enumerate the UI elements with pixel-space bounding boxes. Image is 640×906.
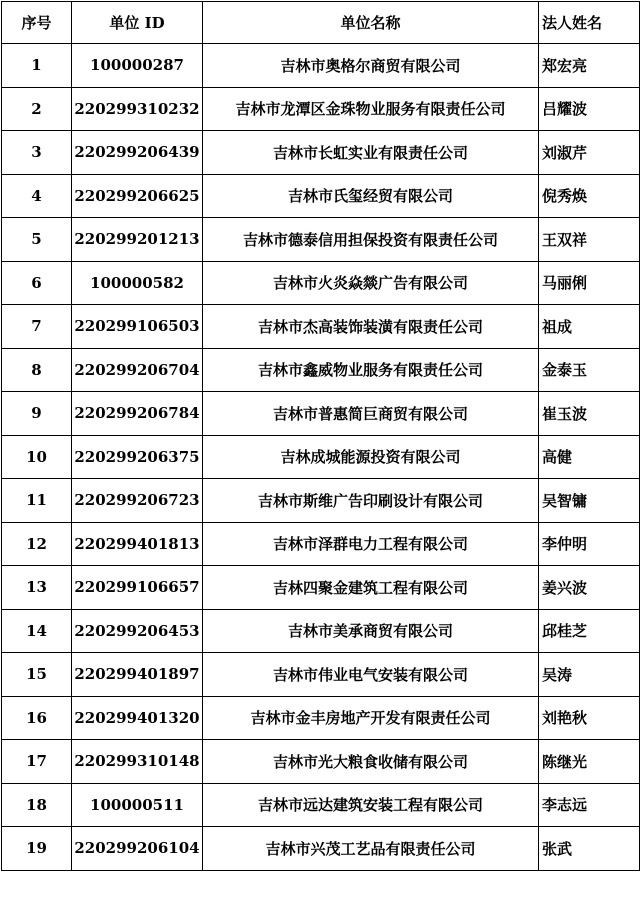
cell-no: 5 bbox=[2, 218, 72, 262]
cell-no: 10 bbox=[2, 435, 72, 479]
table-row bbox=[2, 435, 640, 479]
cell-rep: 金泰玉 bbox=[539, 348, 640, 392]
cell-id: 100000511 bbox=[72, 783, 203, 827]
cell-id: 220299106657 bbox=[72, 566, 203, 610]
cell-name: 吉林市光大粮食收储有限公司 bbox=[203, 740, 539, 784]
cell-name: 吉林市斯维广告印刷设计有限公司 bbox=[203, 479, 539, 523]
table-row bbox=[2, 174, 640, 218]
cell-no: 16 bbox=[2, 696, 72, 740]
table-row bbox=[2, 87, 640, 131]
cell-id: 220299201213 bbox=[72, 218, 203, 262]
table-row bbox=[2, 783, 640, 827]
cell-rep: 刘淑芹 bbox=[539, 131, 640, 175]
cell-id: 220299206439 bbox=[72, 131, 203, 175]
cell-rep: 高健 bbox=[539, 435, 640, 479]
table-row bbox=[2, 348, 640, 392]
cell-id: 220299401813 bbox=[72, 522, 203, 566]
cell-rep: 崔玉波 bbox=[539, 392, 640, 436]
header-no: 序号 bbox=[2, 2, 72, 44]
cell-no: 3 bbox=[2, 131, 72, 175]
cell-name: 吉林市金丰房地产开发有限责任公司 bbox=[203, 696, 539, 740]
table-row bbox=[2, 653, 640, 697]
cell-rep: 吕耀波 bbox=[539, 87, 640, 131]
cell-no: 18 bbox=[2, 783, 72, 827]
cell-id: 220299401320 bbox=[72, 696, 203, 740]
table-row bbox=[2, 392, 640, 436]
cell-no: 15 bbox=[2, 653, 72, 697]
cell-name: 吉林市奥格尔商贸有限公司 bbox=[203, 44, 539, 88]
company-table bbox=[1, 1, 640, 871]
cell-name: 吉林市远达建筑安装工程有限公司 bbox=[203, 783, 539, 827]
cell-rep: 邱桂芝 bbox=[539, 609, 640, 653]
cell-rep: 李仲明 bbox=[539, 522, 640, 566]
cell-id: 220299310148 bbox=[72, 740, 203, 784]
cell-no: 13 bbox=[2, 566, 72, 610]
header-name: 单位名称 bbox=[203, 2, 539, 44]
cell-id: 220299401897 bbox=[72, 653, 203, 697]
cell-id: 220299310232 bbox=[72, 87, 203, 131]
cell-name: 吉林市鑫威物业服务有限责任公司 bbox=[203, 348, 539, 392]
table-row bbox=[2, 261, 640, 305]
cell-rep: 王双祥 bbox=[539, 218, 640, 262]
cell-rep: 倪秀焕 bbox=[539, 174, 640, 218]
cell-id: 220299206104 bbox=[72, 827, 203, 871]
cell-no: 14 bbox=[2, 609, 72, 653]
cell-rep: 郑宏亮 bbox=[539, 44, 640, 88]
cell-rep: 姜兴波 bbox=[539, 566, 640, 610]
table-row bbox=[2, 827, 640, 871]
table-row bbox=[2, 566, 640, 610]
cell-id: 220299206375 bbox=[72, 435, 203, 479]
cell-no: 4 bbox=[2, 174, 72, 218]
cell-rep: 祖成 bbox=[539, 305, 640, 349]
table-row bbox=[2, 479, 640, 523]
table-row bbox=[2, 131, 640, 175]
cell-id: 220299206625 bbox=[72, 174, 203, 218]
cell-name: 吉林市兴茂工艺品有限责任公司 bbox=[203, 827, 539, 871]
cell-name: 吉林市杰高装饰装潢有限责任公司 bbox=[203, 305, 539, 349]
cell-name: 吉林市长虹实业有限责任公司 bbox=[203, 131, 539, 175]
table-row bbox=[2, 305, 640, 349]
cell-no: 9 bbox=[2, 392, 72, 436]
cell-no: 2 bbox=[2, 87, 72, 131]
cell-name: 吉林四聚金建筑工程有限公司 bbox=[203, 566, 539, 610]
table-row bbox=[2, 696, 640, 740]
cell-name: 吉林市美承商贸有限公司 bbox=[203, 609, 539, 653]
cell-name: 吉林市德泰信用担保投资有限责任公司 bbox=[203, 218, 539, 262]
cell-id: 100000287 bbox=[72, 44, 203, 88]
cell-name: 吉林成城能源投资有限公司 bbox=[203, 435, 539, 479]
cell-rep: 吴涛 bbox=[539, 653, 640, 697]
cell-rep: 吴智镛 bbox=[539, 479, 640, 523]
cell-name: 吉林市泽群电力工程有限公司 bbox=[203, 522, 539, 566]
cell-name: 吉林市龙潭区金珠物业服务有限责任公司 bbox=[203, 87, 539, 131]
cell-id: 220299206723 bbox=[72, 479, 203, 523]
table-row bbox=[2, 44, 640, 88]
table-row bbox=[2, 609, 640, 653]
cell-id: 100000582 bbox=[72, 261, 203, 305]
cell-no: 12 bbox=[2, 522, 72, 566]
cell-no: 8 bbox=[2, 348, 72, 392]
cell-rep: 刘艳秋 bbox=[539, 696, 640, 740]
cell-no: 6 bbox=[2, 261, 72, 305]
header-row bbox=[2, 2, 640, 44]
cell-name: 吉林市伟业电气安装有限公司 bbox=[203, 653, 539, 697]
table-row bbox=[2, 522, 640, 566]
table-row bbox=[2, 218, 640, 262]
cell-no: 1 bbox=[2, 44, 72, 88]
cell-id: 220299206784 bbox=[72, 392, 203, 436]
cell-no: 19 bbox=[2, 827, 72, 871]
table-row bbox=[2, 740, 640, 784]
cell-rep: 马丽俐 bbox=[539, 261, 640, 305]
cell-name: 吉林市普惠简巨商贸有限公司 bbox=[203, 392, 539, 436]
cell-no: 7 bbox=[2, 305, 72, 349]
cell-rep: 张武 bbox=[539, 827, 640, 871]
cell-id: 220299206453 bbox=[72, 609, 203, 653]
cell-name: 吉林市氏玺经贸有限公司 bbox=[203, 174, 539, 218]
header-rep: 法人姓名 bbox=[539, 2, 640, 44]
cell-name: 吉林市火炎焱燚广告有限公司 bbox=[203, 261, 539, 305]
cell-no: 17 bbox=[2, 740, 72, 784]
cell-rep: 李志远 bbox=[539, 783, 640, 827]
cell-id: 220299106503 bbox=[72, 305, 203, 349]
cell-rep: 陈继光 bbox=[539, 740, 640, 784]
header-id: 单位 ID bbox=[72, 2, 203, 44]
cell-no: 11 bbox=[2, 479, 72, 523]
cell-id: 220299206704 bbox=[72, 348, 203, 392]
